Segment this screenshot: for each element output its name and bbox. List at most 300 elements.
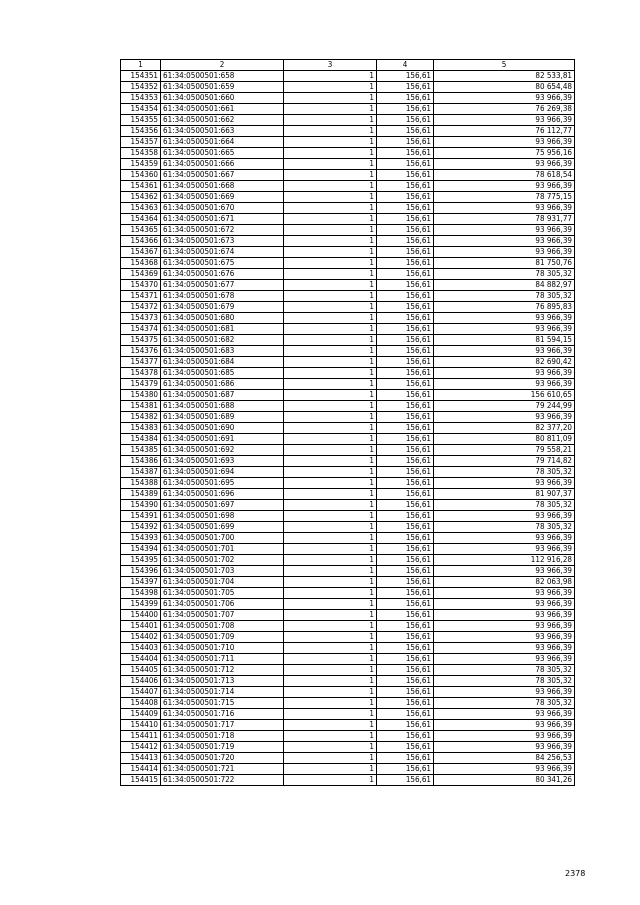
area-cell: 156,61 xyxy=(377,533,434,544)
row-number-cell: 154410 xyxy=(121,720,161,731)
cadastral-number-cell: 61:34:0500501:663 xyxy=(161,126,284,137)
cadastral-number-cell: 61:34:0500501:719 xyxy=(161,742,284,753)
cadastral-number-cell: 61:34:0500501:667 xyxy=(161,170,284,181)
table-row xyxy=(121,258,575,269)
row-number-cell: 154359 xyxy=(121,159,161,170)
value-cell: 78 305,32 xyxy=(434,467,575,478)
table-row xyxy=(121,324,575,335)
value-cell: 93 966,39 xyxy=(434,511,575,522)
row-number-cell: 154366 xyxy=(121,236,161,247)
cadastral-number-cell: 61:34:0500501:661 xyxy=(161,104,284,115)
area-cell: 156,61 xyxy=(377,192,434,203)
row-number-cell: 154411 xyxy=(121,731,161,742)
table-row xyxy=(121,533,575,544)
count-cell: 1 xyxy=(284,170,377,181)
area-cell: 156,61 xyxy=(377,434,434,445)
value-cell: 93 966,39 xyxy=(434,181,575,192)
value-cell: 76 269,38 xyxy=(434,104,575,115)
row-number-cell: 154414 xyxy=(121,764,161,775)
area-cell: 156,61 xyxy=(377,313,434,324)
count-cell: 1 xyxy=(284,753,377,764)
row-number-cell: 154387 xyxy=(121,467,161,478)
table-row xyxy=(121,720,575,731)
cadastral-number-cell: 61:34:0500501:720 xyxy=(161,753,284,764)
cadastral-number-cell: 61:34:0500501:659 xyxy=(161,82,284,93)
count-cell: 1 xyxy=(284,423,377,434)
value-cell: 93 966,39 xyxy=(434,203,575,214)
table-row xyxy=(121,731,575,742)
area-cell: 156,61 xyxy=(377,302,434,313)
page-number: 2378 xyxy=(565,869,586,878)
table-row xyxy=(121,742,575,753)
count-cell: 1 xyxy=(284,401,377,412)
table-row xyxy=(121,434,575,445)
table-row xyxy=(121,137,575,148)
area-cell: 156,61 xyxy=(377,258,434,269)
area-cell: 156,61 xyxy=(377,489,434,500)
value-cell: 93 966,39 xyxy=(434,533,575,544)
cadastral-number-cell: 61:34:0500501:671 xyxy=(161,214,284,225)
area-cell: 156,61 xyxy=(377,291,434,302)
value-cell: 93 966,39 xyxy=(434,566,575,577)
cadastral-number-cell: 61:34:0500501:701 xyxy=(161,544,284,555)
count-cell: 1 xyxy=(284,632,377,643)
cadastral-number-cell: 61:34:0500501:698 xyxy=(161,511,284,522)
value-cell: 93 966,39 xyxy=(434,225,575,236)
area-cell: 156,61 xyxy=(377,247,434,258)
count-cell: 1 xyxy=(284,445,377,456)
table-row xyxy=(121,269,575,280)
area-cell: 156,61 xyxy=(377,577,434,588)
cadastral-number-cell: 61:34:0500501:707 xyxy=(161,610,284,621)
cadastral-number-cell: 61:34:0500501:681 xyxy=(161,324,284,335)
value-cell: 93 966,39 xyxy=(434,654,575,665)
row-number-cell: 154372 xyxy=(121,302,161,313)
row-number-cell: 154378 xyxy=(121,368,161,379)
row-number-cell: 154373 xyxy=(121,313,161,324)
count-cell: 1 xyxy=(284,764,377,775)
column-header: 4 xyxy=(377,60,434,71)
table-row xyxy=(121,82,575,93)
count-cell: 1 xyxy=(284,368,377,379)
cadastral-number-cell: 61:34:0500501:712 xyxy=(161,665,284,676)
row-number-cell: 154386 xyxy=(121,456,161,467)
count-cell: 1 xyxy=(284,269,377,280)
count-cell: 1 xyxy=(284,159,377,170)
count-cell: 1 xyxy=(284,335,377,346)
value-cell: 93 966,39 xyxy=(434,159,575,170)
table-row xyxy=(121,335,575,346)
area-cell: 156,61 xyxy=(377,269,434,280)
row-number-cell: 154393 xyxy=(121,533,161,544)
table-row xyxy=(121,148,575,159)
table-row xyxy=(121,192,575,203)
value-cell: 84 882,97 xyxy=(434,280,575,291)
cadastral-number-cell: 61:34:0500501:660 xyxy=(161,93,284,104)
value-cell: 93 966,39 xyxy=(434,137,575,148)
cadastral-number-cell: 61:34:0500501:716 xyxy=(161,709,284,720)
row-number-cell: 154377 xyxy=(121,357,161,368)
cadastral-number-cell: 61:34:0500501:688 xyxy=(161,401,284,412)
cadastral-number-cell: 61:34:0500501:703 xyxy=(161,566,284,577)
cadastral-number-cell: 61:34:0500501:687 xyxy=(161,390,284,401)
value-cell: 78 618,54 xyxy=(434,170,575,181)
table-header-row xyxy=(121,60,575,71)
area-cell: 156,61 xyxy=(377,544,434,555)
row-number-cell: 154402 xyxy=(121,632,161,643)
table-row xyxy=(121,203,575,214)
row-number-cell: 154390 xyxy=(121,500,161,511)
cadastral-number-cell: 61:34:0500501:721 xyxy=(161,764,284,775)
area-cell: 156,61 xyxy=(377,522,434,533)
count-cell: 1 xyxy=(284,280,377,291)
cadastral-number-cell: 61:34:0500501:700 xyxy=(161,533,284,544)
count-cell: 1 xyxy=(284,698,377,709)
value-cell: 93 966,39 xyxy=(434,368,575,379)
table-row xyxy=(121,764,575,775)
area-cell: 156,61 xyxy=(377,148,434,159)
row-number-cell: 154369 xyxy=(121,269,161,280)
value-cell: 93 966,39 xyxy=(434,324,575,335)
value-cell: 80 341,26 xyxy=(434,775,575,786)
cadastral-number-cell: 61:34:0500501:670 xyxy=(161,203,284,214)
cadastral-number-cell: 61:34:0500501:711 xyxy=(161,654,284,665)
value-cell: 78 305,32 xyxy=(434,676,575,687)
cadastral-number-cell: 61:34:0500501:699 xyxy=(161,522,284,533)
count-cell: 1 xyxy=(284,687,377,698)
cadastral-number-cell: 61:34:0500501:702 xyxy=(161,555,284,566)
table-row xyxy=(121,280,575,291)
count-cell: 1 xyxy=(284,522,377,533)
value-cell: 80 811,09 xyxy=(434,434,575,445)
value-cell: 93 966,39 xyxy=(434,588,575,599)
table-row xyxy=(121,390,575,401)
area-cell: 156,61 xyxy=(377,236,434,247)
area-cell: 156,61 xyxy=(377,632,434,643)
table-row xyxy=(121,467,575,478)
value-cell: 93 966,39 xyxy=(434,236,575,247)
value-cell: 93 966,39 xyxy=(434,93,575,104)
cadastral-number-cell: 61:34:0500501:722 xyxy=(161,775,284,786)
count-cell: 1 xyxy=(284,203,377,214)
value-cell: 93 966,39 xyxy=(434,115,575,126)
count-cell: 1 xyxy=(284,258,377,269)
row-number-cell: 154389 xyxy=(121,489,161,500)
value-cell: 93 966,39 xyxy=(434,764,575,775)
row-number-cell: 154356 xyxy=(121,126,161,137)
row-number-cell: 154357 xyxy=(121,137,161,148)
row-number-cell: 154374 xyxy=(121,324,161,335)
value-cell: 78 305,32 xyxy=(434,665,575,676)
table-row xyxy=(121,489,575,500)
cadastral-number-cell: 61:34:0500501:695 xyxy=(161,478,284,489)
column-header: 2 xyxy=(161,60,284,71)
value-cell: 76 112,77 xyxy=(434,126,575,137)
count-cell: 1 xyxy=(284,533,377,544)
cadastral-number-cell: 61:34:0500501:715 xyxy=(161,698,284,709)
area-cell: 156,61 xyxy=(377,643,434,654)
table-row xyxy=(121,214,575,225)
row-number-cell: 154415 xyxy=(121,775,161,786)
cadastral-number-cell: 61:34:0500501:662 xyxy=(161,115,284,126)
value-cell: 75 956,16 xyxy=(434,148,575,159)
count-cell: 1 xyxy=(284,544,377,555)
area-cell: 156,61 xyxy=(377,379,434,390)
row-number-cell: 154379 xyxy=(121,379,161,390)
cadastral-number-cell: 61:34:0500501:689 xyxy=(161,412,284,423)
value-cell: 93 966,39 xyxy=(434,643,575,654)
row-number-cell: 154408 xyxy=(121,698,161,709)
area-cell: 156,61 xyxy=(377,775,434,786)
count-cell: 1 xyxy=(284,192,377,203)
value-cell: 93 966,39 xyxy=(434,621,575,632)
count-cell: 1 xyxy=(284,225,377,236)
cadastral-number-cell: 61:34:0500501:672 xyxy=(161,225,284,236)
cadastral-number-cell: 61:34:0500501:664 xyxy=(161,137,284,148)
table-row xyxy=(121,423,575,434)
row-number-cell: 154363 xyxy=(121,203,161,214)
row-number-cell: 154375 xyxy=(121,335,161,346)
count-cell: 1 xyxy=(284,126,377,137)
count-cell: 1 xyxy=(284,456,377,467)
row-number-cell: 154407 xyxy=(121,687,161,698)
table-row xyxy=(121,225,575,236)
table-row xyxy=(121,478,575,489)
cadastral-number-cell: 61:34:0500501:674 xyxy=(161,247,284,258)
cadastral-number-cell: 61:34:0500501:692 xyxy=(161,445,284,456)
value-cell: 84 256,53 xyxy=(434,753,575,764)
cadastral-number-cell: 61:34:0500501:693 xyxy=(161,456,284,467)
row-number-cell: 154412 xyxy=(121,742,161,753)
table-row xyxy=(121,170,575,181)
row-number-cell: 154360 xyxy=(121,170,161,181)
data-table xyxy=(120,59,575,786)
cadastral-number-cell: 61:34:0500501:709 xyxy=(161,632,284,643)
count-cell: 1 xyxy=(284,137,377,148)
count-cell: 1 xyxy=(284,412,377,423)
table-row xyxy=(121,456,575,467)
area-cell: 156,61 xyxy=(377,401,434,412)
count-cell: 1 xyxy=(284,467,377,478)
table-row xyxy=(121,247,575,258)
value-cell: 79 558,21 xyxy=(434,445,575,456)
count-cell: 1 xyxy=(284,346,377,357)
count-cell: 1 xyxy=(284,731,377,742)
table-row xyxy=(121,643,575,654)
column-header: 3 xyxy=(284,60,377,71)
cadastral-number-cell: 61:34:0500501:714 xyxy=(161,687,284,698)
row-number-cell: 154364 xyxy=(121,214,161,225)
table-row xyxy=(121,687,575,698)
value-cell: 82 377,20 xyxy=(434,423,575,434)
count-cell: 1 xyxy=(284,500,377,511)
cadastral-number-cell: 61:34:0500501:683 xyxy=(161,346,284,357)
cadastral-number-cell: 61:34:0500501:677 xyxy=(161,280,284,291)
value-cell: 93 966,39 xyxy=(434,720,575,731)
count-cell: 1 xyxy=(284,313,377,324)
area-cell: 156,61 xyxy=(377,357,434,368)
row-number-cell: 154400 xyxy=(121,610,161,621)
cadastral-number-cell: 61:34:0500501:685 xyxy=(161,368,284,379)
area-cell: 156,61 xyxy=(377,137,434,148)
count-cell: 1 xyxy=(284,104,377,115)
count-cell: 1 xyxy=(284,434,377,445)
area-cell: 156,61 xyxy=(377,159,434,170)
table-row xyxy=(121,753,575,764)
area-cell: 156,61 xyxy=(377,588,434,599)
cadastral-number-cell: 61:34:0500501:697 xyxy=(161,500,284,511)
area-cell: 156,61 xyxy=(377,225,434,236)
area-cell: 156,61 xyxy=(377,709,434,720)
table-row xyxy=(121,511,575,522)
area-cell: 156,61 xyxy=(377,93,434,104)
value-cell: 79 714,82 xyxy=(434,456,575,467)
value-cell: 80 654,48 xyxy=(434,82,575,93)
row-number-cell: 154401 xyxy=(121,621,161,632)
count-cell: 1 xyxy=(284,676,377,687)
row-number-cell: 154392 xyxy=(121,522,161,533)
count-cell: 1 xyxy=(284,577,377,588)
area-cell: 156,61 xyxy=(377,346,434,357)
value-cell: 81 750,76 xyxy=(434,258,575,269)
cadastral-number-cell: 61:34:0500501:658 xyxy=(161,71,284,82)
table-row xyxy=(121,445,575,456)
cadastral-number-cell: 61:34:0500501:694 xyxy=(161,467,284,478)
row-number-cell: 154382 xyxy=(121,412,161,423)
area-cell: 156,61 xyxy=(377,720,434,731)
table-row xyxy=(121,357,575,368)
cadastral-number-cell: 61:34:0500501:676 xyxy=(161,269,284,280)
area-cell: 156,61 xyxy=(377,764,434,775)
row-number-cell: 154352 xyxy=(121,82,161,93)
cadastral-number-cell: 61:34:0500501:706 xyxy=(161,599,284,610)
table-row xyxy=(121,588,575,599)
table-row xyxy=(121,599,575,610)
cadastral-number-cell: 61:34:0500501:680 xyxy=(161,313,284,324)
value-cell: 78 305,32 xyxy=(434,522,575,533)
value-cell: 93 966,39 xyxy=(434,610,575,621)
cadastral-number-cell: 61:34:0500501:679 xyxy=(161,302,284,313)
table-row xyxy=(121,115,575,126)
area-cell: 156,61 xyxy=(377,280,434,291)
value-cell: 81 907,37 xyxy=(434,489,575,500)
table-row xyxy=(121,181,575,192)
value-cell: 82 063,98 xyxy=(434,577,575,588)
table-row xyxy=(121,93,575,104)
count-cell: 1 xyxy=(284,709,377,720)
table-row xyxy=(121,610,575,621)
value-cell: 93 966,39 xyxy=(434,247,575,258)
area-cell: 156,61 xyxy=(377,335,434,346)
cadastral-number-cell: 61:34:0500501:718 xyxy=(161,731,284,742)
row-number-cell: 154397 xyxy=(121,577,161,588)
table-row xyxy=(121,577,575,588)
cadastral-number-cell: 61:34:0500501:704 xyxy=(161,577,284,588)
area-cell: 156,61 xyxy=(377,324,434,335)
table-row xyxy=(121,368,575,379)
value-cell: 93 966,39 xyxy=(434,709,575,720)
area-cell: 156,61 xyxy=(377,368,434,379)
count-cell: 1 xyxy=(284,181,377,192)
row-number-cell: 154355 xyxy=(121,115,161,126)
table-row xyxy=(121,698,575,709)
value-cell: 93 966,39 xyxy=(434,742,575,753)
table-row xyxy=(121,313,575,324)
table-row xyxy=(121,104,575,115)
column-header: 1 xyxy=(121,60,161,71)
table-row xyxy=(121,346,575,357)
count-cell: 1 xyxy=(284,291,377,302)
row-number-cell: 154391 xyxy=(121,511,161,522)
area-cell: 156,61 xyxy=(377,698,434,709)
row-number-cell: 154351 xyxy=(121,71,161,82)
count-cell: 1 xyxy=(284,588,377,599)
cadastral-number-cell: 61:34:0500501:669 xyxy=(161,192,284,203)
table-row xyxy=(121,236,575,247)
area-cell: 156,61 xyxy=(377,665,434,676)
cadastral-number-cell: 61:34:0500501:666 xyxy=(161,159,284,170)
area-cell: 156,61 xyxy=(377,731,434,742)
row-number-cell: 154409 xyxy=(121,709,161,720)
value-cell: 78 305,32 xyxy=(434,291,575,302)
row-number-cell: 154385 xyxy=(121,445,161,456)
area-cell: 156,61 xyxy=(377,467,434,478)
value-cell: 93 966,39 xyxy=(434,412,575,423)
area-cell: 156,61 xyxy=(377,412,434,423)
row-number-cell: 154399 xyxy=(121,599,161,610)
area-cell: 156,61 xyxy=(377,599,434,610)
row-number-cell: 154394 xyxy=(121,544,161,555)
area-cell: 156,61 xyxy=(377,654,434,665)
area-cell: 156,61 xyxy=(377,478,434,489)
area-cell: 156,61 xyxy=(377,511,434,522)
column-header: 5 xyxy=(434,60,575,71)
area-cell: 156,61 xyxy=(377,456,434,467)
row-number-cell: 154413 xyxy=(121,753,161,764)
value-cell: 112 916,28 xyxy=(434,555,575,566)
row-number-cell: 154381 xyxy=(121,401,161,412)
count-cell: 1 xyxy=(284,643,377,654)
area-cell: 156,61 xyxy=(377,390,434,401)
area-cell: 156,61 xyxy=(377,445,434,456)
value-cell: 93 966,39 xyxy=(434,313,575,324)
area-cell: 156,61 xyxy=(377,687,434,698)
area-cell: 156,61 xyxy=(377,676,434,687)
count-cell: 1 xyxy=(284,566,377,577)
area-cell: 156,61 xyxy=(377,500,434,511)
cadastral-number-cell: 61:34:0500501:710 xyxy=(161,643,284,654)
row-number-cell: 154367 xyxy=(121,247,161,258)
table-row xyxy=(121,654,575,665)
table-row xyxy=(121,412,575,423)
value-cell: 93 966,39 xyxy=(434,346,575,357)
table-row xyxy=(121,291,575,302)
count-cell: 1 xyxy=(284,115,377,126)
area-cell: 156,61 xyxy=(377,742,434,753)
table-row xyxy=(121,159,575,170)
cadastral-number-cell: 61:34:0500501:713 xyxy=(161,676,284,687)
table-row xyxy=(121,302,575,313)
count-cell: 1 xyxy=(284,742,377,753)
table-row xyxy=(121,775,575,786)
row-number-cell: 154365 xyxy=(121,225,161,236)
count-cell: 1 xyxy=(284,621,377,632)
cadastral-number-cell: 61:34:0500501:684 xyxy=(161,357,284,368)
row-number-cell: 154405 xyxy=(121,665,161,676)
value-cell: 76 895,83 xyxy=(434,302,575,313)
count-cell: 1 xyxy=(284,599,377,610)
count-cell: 1 xyxy=(284,665,377,676)
